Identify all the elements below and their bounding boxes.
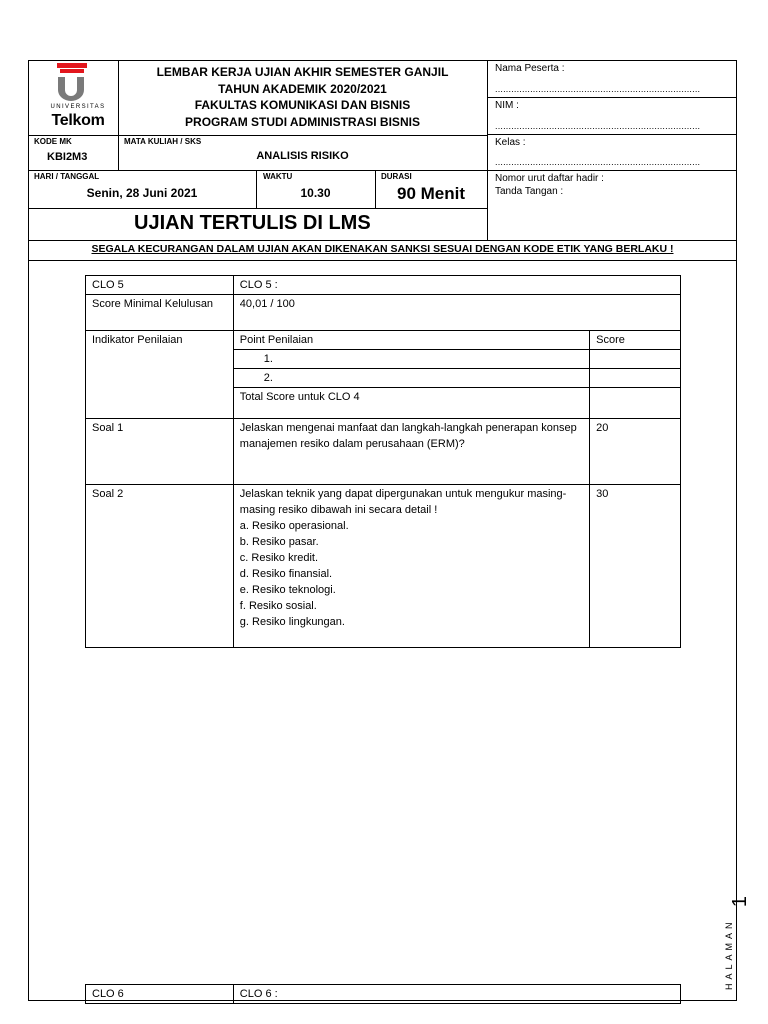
list-item: d. Resiko finansial. [239, 568, 333, 580]
hari-value: Senin, 28 Juni 2021 [86, 186, 198, 200]
table-row [86, 295, 681, 331]
page-number: 1 [729, 895, 752, 908]
list-item: g. Resiko lingkungan. [239, 616, 345, 628]
soal2-label: Soal 2 [86, 485, 234, 648]
kode-mk-value: KBI2M3 [47, 151, 88, 163]
tanda-tangan-label: Tanda Tangan : [495, 186, 564, 197]
header-rule-r2 [487, 134, 737, 135]
nama-peserta-label: Nama Peserta : [495, 63, 565, 74]
table-row [86, 985, 681, 1004]
waktu-label: WAKTU [263, 172, 293, 181]
score-min-value: 40,01 / 100 [233, 295, 680, 331]
clo6-table [85, 984, 681, 1004]
header-rule-r3 [487, 170, 737, 171]
point-1: 1. [233, 350, 589, 369]
logo-flag-bottom [60, 69, 84, 73]
list-item: e. Resiko teknologi. [239, 584, 336, 596]
soal1-label: Soal 1 [86, 419, 234, 485]
kode-mk-label: KODE MK [34, 137, 72, 146]
kelas-label: Kelas : [495, 137, 526, 148]
mata-kuliah-value: ANALISIS RISIKO [256, 150, 349, 162]
header-rule-2 [28, 170, 487, 171]
point-header: Point Penilaian [233, 331, 589, 350]
header-line-3: FAKULTAS KOMUNIKASI DAN BISNIS [194, 98, 411, 112]
clo5-table [85, 275, 681, 648]
point-2: 2. [233, 369, 589, 388]
kelas-field[interactable]: ............................................................................ [495, 157, 701, 167]
soal2-score: 30 [590, 485, 681, 648]
mata-kuliah-label: MATA KULIAH / SKS [124, 137, 202, 146]
header-rule-r1 [487, 97, 737, 98]
header-divider-right [487, 60, 488, 240]
list-item: c. Resiko kredit. [239, 552, 319, 564]
table-row [86, 276, 681, 295]
durasi-value: 90 Menit [396, 184, 466, 203]
nim-label: NIM : [495, 100, 519, 111]
header-title-block [118, 64, 487, 130]
hari-label: HARI / TANGGAL [34, 172, 100, 181]
header-rule-4 [28, 240, 737, 241]
total-score[interactable] [590, 388, 681, 419]
score-min-label: Score Minimal Kelulusan [86, 295, 234, 331]
logo-university-label: UNIVERSITAS [50, 104, 106, 110]
clo6-right-cell: CLO 6 : [233, 985, 680, 1004]
clo5-left-cell: CLO 5 [86, 276, 234, 295]
clo6-left-cell: CLO 6 [86, 985, 234, 1004]
header-line-4: PROGRAM STUDI ADMINISTRASI BISNIS [185, 114, 420, 129]
list-item: b. Resiko pasar. [239, 536, 319, 548]
nomor-urut-label: Nomor urut daftar hadir : [495, 173, 604, 184]
table-row [86, 485, 681, 648]
soal2-cell [233, 485, 589, 648]
header-line-1: LEMBAR KERJA UJIAN AKHIR SEMESTER GANJIL [156, 65, 449, 79]
score-header: Score [590, 331, 681, 350]
table-row [86, 419, 681, 485]
nim-field[interactable]: ............................................................................ [495, 121, 701, 131]
clo5-right-cell: CLO 5 : [233, 276, 680, 295]
point-2-score[interactable] [590, 369, 681, 388]
header-rule-3 [28, 208, 487, 209]
nama-peserta-field[interactable]: ............................................................................ [495, 84, 701, 94]
header-line-2: TAHUN AKADEMIK 2020/2021 [218, 81, 387, 96]
waktu-value: 10.30 [300, 186, 331, 200]
warning-text: SEGALA KECURANGAN DALAM UJIAN AKAN DIKENAKAN SANKSI SESUAI DENGAN KODE ETIK YANG BERLAKU ! [91, 243, 674, 255]
header-rule-5 [28, 260, 737, 261]
table-row [86, 331, 681, 350]
logo-brand: Telkom [51, 112, 105, 129]
total-label: Total Score untuk CLO 4 [233, 388, 589, 419]
logo-flag-top [57, 63, 87, 68]
list-item: f. Resiko sosial. [239, 600, 317, 612]
soal1-score: 20 [590, 419, 681, 485]
halaman-label: HALAMAN [724, 918, 734, 990]
soal1-text: Jelaskan mengenai manfaat dan langkah-langkah penerapan konsep manajemen resiko dalam perusahaan (ERM)? [233, 419, 589, 485]
durasi-label: DURASI [381, 172, 412, 181]
indikator-label: Indikator Penilaian [86, 331, 234, 419]
header-rule-1 [28, 135, 487, 136]
point-1-score[interactable] [590, 350, 681, 369]
exam-title: UJIAN TERTULIS DI LMS [134, 212, 371, 234]
logo-u-icon [58, 77, 84, 101]
soal2-intro: Jelaskan teknik yang dapat dipergunakan untuk mengukur masing-masing resiko dibawah ini secara detail ! [239, 488, 567, 516]
list-item: a. Resiko operasional. [239, 520, 349, 532]
